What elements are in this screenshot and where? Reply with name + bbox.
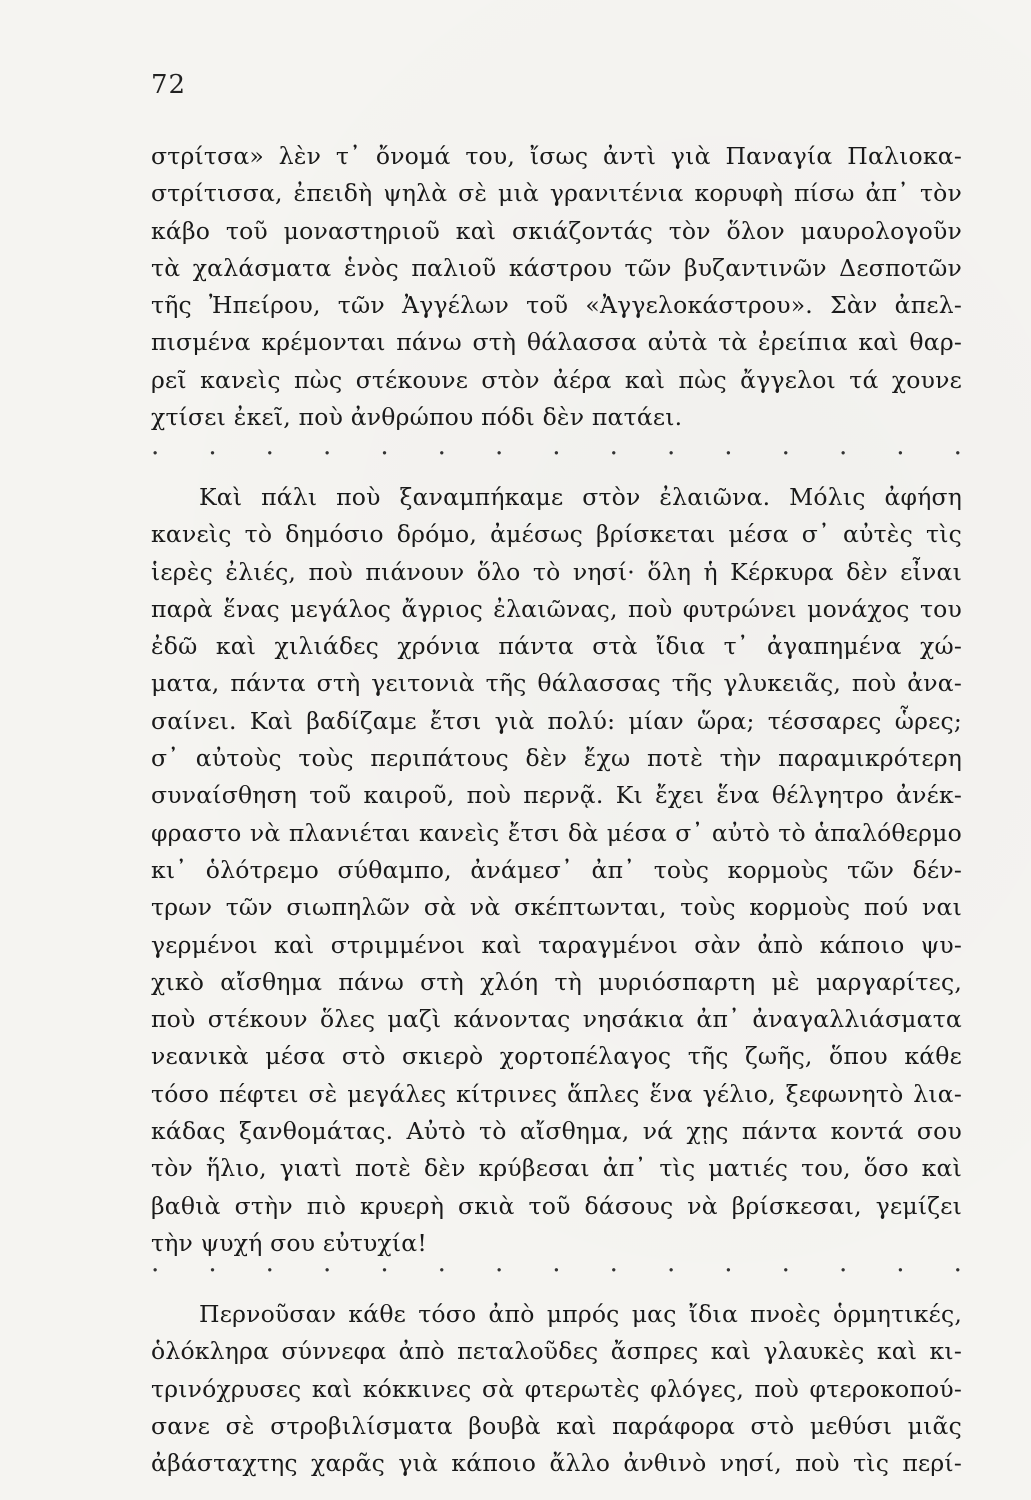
separator-dot: . xyxy=(552,1248,561,1278)
text-line: κανεὶς τὸ δημόσιο δρόμο, ἀμέσως βρίσκεται μέσα σ᾿ αὐτὲς τὶς xyxy=(151,520,962,549)
text-line: τὰ χαλάσματα ἑνὸς παλιοῦ κάστρου τῶν βυζαντινῶν Δεσποτῶν xyxy=(151,253,962,282)
separator-dot: . xyxy=(609,431,618,461)
text-line: τρων τῶν σιωπηλῶν σὰ νὰ σκέπτωνται, τοὺς κορμοὺς πού ναι xyxy=(151,893,962,922)
separator-dot: . xyxy=(151,1248,160,1278)
text-line: τῆς Ἠπείρου, τῶν Ἀγγέλων τοῦ «Ἀγγελοκάστρου». Σὰν ἀπελ- xyxy=(151,291,962,320)
text-line: Περνοῦσαν κάθε τόσο ἀπὸ μπρός μας ἴδια πνοὲς ὁρμητικές, xyxy=(199,1300,962,1328)
separator-dot: . xyxy=(609,1248,618,1278)
separator-dot: . xyxy=(781,431,790,461)
separator-dot: . xyxy=(380,1248,389,1278)
separator-dot: . xyxy=(380,431,389,461)
text-line: κάβο τοῦ μοναστηριοῦ καὶ σκιάζοντάς τὸν ὅλον μαυρολογοῦν xyxy=(151,216,962,245)
separator-dot: . xyxy=(494,431,504,461)
text-line: χικὸ αἴσθημα πάνω στὴ χλόη τὴ μυριόσπαρτη μὲ μαργαρίτες, xyxy=(151,967,962,996)
separator-dot: . xyxy=(666,431,676,461)
text-line: σανε σὲ στροβιλίσματα βουβὰ καὶ παράφορα στὸ μεθύσι μιᾶς xyxy=(151,1411,962,1440)
text-line: σ᾿ αὐτοὺς τοὺς περιπάτους δὲν ἔχω ποτὲ τὴν παραμικρότερη xyxy=(151,744,962,773)
paragraph-2 xyxy=(151,479,962,1262)
text-line: συναίσθηση τοῦ καιροῦ, ποὺ περνᾷ. Κι ἔχει ἕνα θέλγητρο ἀνέκ- xyxy=(151,781,962,810)
text-line: βαθιὰ στὴν πιὸ κρυερὴ σκιὰ τοῦ δάσους νὰ βρίσκεσαι, γεμίζει xyxy=(151,1191,962,1220)
paragraph-3 xyxy=(151,1296,962,1482)
page-number: 72 xyxy=(151,70,187,100)
separator-dot: . xyxy=(896,431,905,461)
text-line: Καὶ πάλι ποὺ ξαναμπήκαμε στὸν ἐλαιῶνα. Μόλις ἀφήση xyxy=(199,483,962,511)
text-line: παρὰ ἕνας μεγάλος ἄγριος ἐλαιῶνας, ποὺ φυτρώνει μονάχος του xyxy=(151,594,962,623)
text-line: ρεῖ κανεὶς πὼς στέκουνε στὸν ἀέρα καὶ πὼς ἄγγελοι τά χουνε xyxy=(151,365,962,394)
text-line: ματα, πάντα στὴ γειτονιὰ τῆς θάλασσας τῆς γλυκειᾶς, ποὺ ἀνα- xyxy=(151,669,962,698)
text-line: χτίσει ἐκεῖ, ποὺ ἀνθρώπου πόδι δὲν πατάει. xyxy=(151,403,683,432)
section-separator xyxy=(151,1248,962,1278)
text-line: τόσο πέφτει σὲ μεγάλες κίτρινες ἅπλες ἕνα γέλιο, ξεφωνητὸ λια- xyxy=(151,1079,962,1108)
text-line: τρινόχρυσες καὶ κόκκινες σὰ φτερωτὲς φλόγες, ποὺ φτεροκοπού- xyxy=(151,1374,962,1403)
separator-dot: . xyxy=(494,1248,504,1278)
separator-dot: . xyxy=(724,1248,733,1278)
separator-dot: . xyxy=(953,1248,962,1278)
section-separator xyxy=(151,431,962,461)
text-line: νεανικὰ μέσα στὸ σκιερὸ χορτοπέλαγος τῆς ζωῆς, ὅπου κάθε xyxy=(151,1042,962,1071)
text-line: σαίνει. Καὶ βαδίζαμε ἔτσι γιὰ πολύ: μίαν ὥρα; τέσσαρες ὧρες; xyxy=(151,706,962,735)
separator-dot: . xyxy=(208,1248,217,1278)
text-line: φραστο νὰ πλανιέται κανεὶς ἔτσι δὰ μέσα σ᾿ αὐτὸ τὸ ἁπαλόθερμο xyxy=(151,818,962,847)
text-line: ἱερὲς ἐλιές, ποὺ πιάνουν ὅλο τὸ νησί· ὅλη ἡ Κέρκυρα δὲν εἶναι xyxy=(151,557,962,586)
separator-dot: . xyxy=(953,431,962,461)
text-line: τὸν ἥλιο, γιατὶ ποτὲ δὲν κρύβεσαι ἀπ᾿ τὶς ματιές του, ὅσο καὶ xyxy=(151,1154,962,1183)
paragraph-1 xyxy=(151,138,962,436)
separator-dot: . xyxy=(838,1248,848,1278)
separator-dot: . xyxy=(437,1248,446,1278)
separator-dot: . xyxy=(151,431,160,461)
separator-dot: . xyxy=(265,431,274,461)
separator-dot: . xyxy=(552,431,561,461)
text-line: ὁλόκληρα σύννεφα ἀπὸ πεταλοῦδες ἄσπρες καὶ γλαυκὲς καὶ κι- xyxy=(151,1337,962,1366)
separator-dot: . xyxy=(437,431,446,461)
text-line: κάδας ξανθομάτας. Αὐτὸ τὸ αἴσθημα, νά χῃς πάντα κοντά σου xyxy=(151,1117,962,1146)
text-line: κι᾿ ὁλότρεμο σύθαμπο, ἀνάμεσ᾿ ἀπ᾿ τοὺς κορμοὺς τῶν δέν- xyxy=(151,855,962,884)
separator-dot: . xyxy=(208,431,217,461)
separator-dot: . xyxy=(724,431,733,461)
text-line: ἐδῶ καὶ χιλιάδες χρόνια πάντα στὰ ἴδια τ᾿ ἀγαπημένα χώ- xyxy=(151,632,962,661)
text-line: ποὺ στέκουν ὅλες μαζὶ κάνοντας νησάκια ἀπ᾿ ἀναγαλλιάσματα xyxy=(151,1005,962,1034)
separator-dot: . xyxy=(666,1248,676,1278)
separator-dot: . xyxy=(781,1248,790,1278)
separator-dot: . xyxy=(838,431,848,461)
separator-dot: . xyxy=(322,1248,332,1278)
text-line: στρίτσα» λὲν τ᾿ ὄνομά του, ἴσως ἀντὶ γιὰ Παναγία Παλιοκα- xyxy=(151,142,962,170)
text-line: πισμένα κρέμονται πάνω στὴ θάλασσα αὐτὰ τὰ ἐρείπια καὶ θαρ- xyxy=(151,328,962,357)
text-line: τὴν ψυχή σου εὐτυχία! xyxy=(151,1228,427,1257)
separator-dot: . xyxy=(322,431,332,461)
text-line: γερμένοι καὶ στριμμένοι καὶ ταραγμένοι σὰν ἀπὸ κάποιο ψυ- xyxy=(151,930,962,959)
text-line: στρίτισσα, ἐπειδὴ ψηλὰ σὲ μιὰ γρανιτένια κορυφὴ πίσω ἀπ᾿ τὸν xyxy=(151,179,962,208)
separator-dot: . xyxy=(265,1248,274,1278)
separator-dot: . xyxy=(896,1248,905,1278)
text-line: ἀβάσταχτης χαρᾶς γιὰ κάποιο ἄλλο ἀνθινὸ νησί, ποὺ τὶς περί- xyxy=(151,1449,962,1478)
